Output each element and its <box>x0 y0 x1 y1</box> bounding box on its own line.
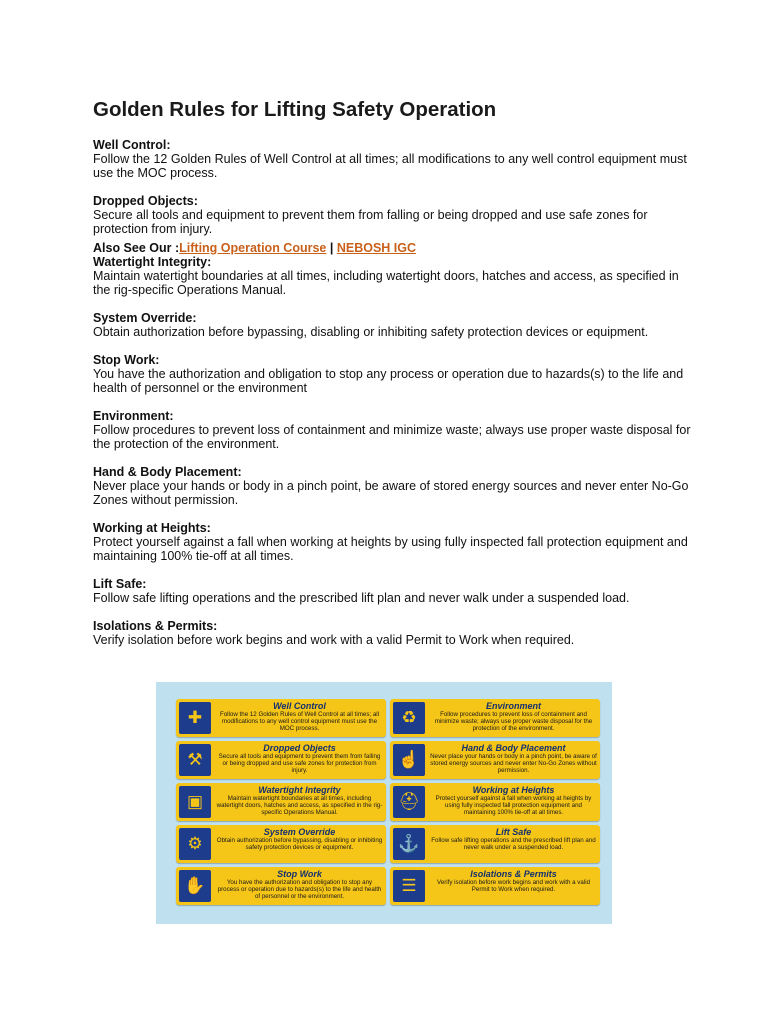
rule-text: Verify isolation before work begins and work with a valid Permit to Work when required. <box>93 633 575 647</box>
rule-text: Secure all tools and equipment to prevent them from falling or being dropped and use safe zones for protection from injury. <box>93 208 648 236</box>
rule-text: Never place your hands or body in a pinch point, be aware of stored energy sources and never enter No-Go Zones without permission. <box>93 479 689 507</box>
card-text: Follow safe lifting operations and the prescribed lift plan and never walk under a suspended load. <box>431 837 596 852</box>
rule-heading: Dropped Objects: <box>93 194 198 208</box>
dropped-objects-icon: ⚒ <box>179 744 211 776</box>
rule-heading: Working at Heights: <box>93 521 211 535</box>
rule-item <box>93 521 693 563</box>
infographic-card <box>176 741 386 779</box>
document-body <box>93 98 693 661</box>
card-title: Lift Safe <box>495 827 532 837</box>
lifting-operation-course-link[interactable]: Lifting Operation Course <box>179 241 327 255</box>
card-title: Environment <box>485 701 541 711</box>
infographic-card <box>390 699 600 737</box>
rule-heading: Lift Safe: <box>93 577 147 591</box>
card-title: Working at Heights <box>472 785 555 795</box>
permit-clipboard-icon: ☰ <box>393 870 425 902</box>
card-title: Stop Work <box>277 869 322 879</box>
card-text: Obtain authorization before bypassing, disabling or inhibiting safety protection devices or equipment. <box>216 837 383 852</box>
card-text: Follow the 12 Golden Rules of Well Control at all times; all modifications to any well control equipment must use the MOC process. <box>219 711 380 733</box>
golden-rules-infographic <box>156 682 612 924</box>
rule-text: You have the authorization and obligation to stop any process or operation due to hazards(s) to the life and health of personnel or the environment <box>93 367 684 395</box>
rule-text: Protect yourself against a fall when working at heights by using fully inspected fall protection equipment and maintaining 100% tie-off at all times. <box>93 535 688 563</box>
infographic-card <box>390 825 600 863</box>
containment-icon: ♻ <box>393 702 425 734</box>
card-text: Secure all tools and equipment to prevent them from falling or being dropped and use safe zones for protection from injury. <box>218 753 381 775</box>
infographic-card <box>176 783 386 821</box>
rule-text: Follow safe lifting operations and the prescribed lift plan and never walk under a suspended load. <box>93 591 630 605</box>
rule-item <box>93 311 693 339</box>
rule-item <box>93 465 693 507</box>
card-text: Maintain watertight boundaries at all times, including watertight doors, hatches and access, as specified in the rig-specific Operations Manual. <box>216 795 383 817</box>
card-title: Isolations & Permits <box>470 869 557 879</box>
stop-hand-icon: ✋ <box>179 870 211 902</box>
rule-heading: Well Control: <box>93 138 171 152</box>
valve-icon: ✚ <box>179 702 211 734</box>
card-text: Follow procedures to prevent loss of containment and minimize waste; always use proper waste disposal for the protection of the environment. <box>434 711 593 733</box>
also-see-prefix: Also See Our : <box>93 241 180 255</box>
card-title: Dropped Objects <box>263 743 336 753</box>
rule-item <box>93 619 693 647</box>
card-title: Hand & Body Placement <box>461 743 566 753</box>
rule-text: Maintain watertight boundaries at all times, including watertight doors, hatches and access, as specified in the rig-specific Operations Manual. <box>93 269 679 297</box>
rule-text: Follow procedures to prevent loss of containment and minimize waste; always use proper waste disposal for the protection of the environment. <box>93 423 691 451</box>
link-separator: | <box>326 241 337 255</box>
suspended-load-icon: ⚓ <box>393 828 425 860</box>
infographic-card <box>176 825 386 863</box>
card-text: You have the authorization and obligation to stop any process or operation due to hazards(s) to the life and health of personnel or the environment. <box>217 879 382 901</box>
infographic-card <box>390 783 600 821</box>
rule-heading: Isolations & Permits: <box>93 619 218 633</box>
also-see-line <box>93 241 693 255</box>
card-title: System Override <box>263 827 336 837</box>
card-text: Verify isolation before work begins and work with a valid Permit to Work when required. <box>436 879 591 894</box>
card-title: Watertight Integrity <box>258 785 341 795</box>
rule-text: Follow the 12 Golden Rules of Well Control at all times; all modifications to any well control equipment must use the MOC process. <box>93 152 687 180</box>
rule-item <box>93 138 693 180</box>
nebosh-igc-link[interactable]: NEBOSH IGC <box>336 241 417 255</box>
fall-protection-icon: ⛑ <box>393 786 425 818</box>
infographic-card <box>390 867 600 905</box>
infographic-card <box>390 741 600 779</box>
rule-item <box>93 353 693 395</box>
override-icon: ⚙ <box>179 828 211 860</box>
rule-heading: Watertight Integrity: <box>93 255 212 269</box>
pinch-point-icon: ☝ <box>393 744 425 776</box>
rules-list-bottom <box>93 255 693 647</box>
rule-item <box>93 577 693 605</box>
rule-item <box>93 409 693 451</box>
watertight-door-icon: ▣ <box>179 786 211 818</box>
infographic-card <box>176 699 386 737</box>
card-text: Protect yourself against a fall when working at heights by using fully inspected fall protection equipment and maintaining 100% tie-off at all times. <box>435 795 592 817</box>
rule-item <box>93 194 693 236</box>
card-text: Never place your hands or body in a pinch point, be aware of stored energy sources and never enter No-Go Zones without permission. <box>430 753 597 775</box>
rule-text: Obtain authorization before bypassing, disabling or inhibiting safety protection devices or equipment. <box>93 325 649 339</box>
rule-heading: Stop Work: <box>93 353 160 367</box>
rule-heading: Environment: <box>93 409 174 423</box>
infographic-card <box>176 867 386 905</box>
card-title: Well Control <box>273 701 326 711</box>
rule-item <box>93 255 693 297</box>
rules-list-top <box>93 138 693 236</box>
rule-heading: System Override: <box>93 311 197 325</box>
rule-heading: Hand & Body Placement: <box>93 465 242 479</box>
page-title: Golden Rules for Lifting Safety Operation <box>93 98 497 121</box>
